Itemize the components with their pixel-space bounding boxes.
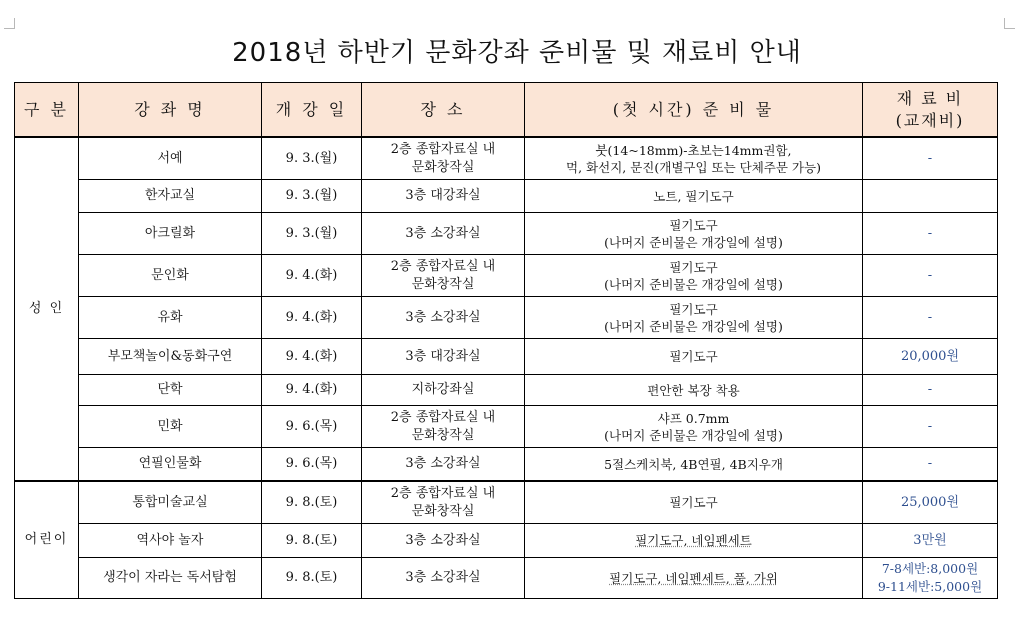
course-name-cell: 생각이 자라는 독서탐험 <box>79 558 262 599</box>
header-fee <box>863 83 998 138</box>
place-line: 2층 종합자료실 내 <box>390 409 496 425</box>
fee-cell <box>863 180 998 213</box>
header-group: 구 분 <box>15 83 79 138</box>
start-date-cell: 9. 8.(토) <box>262 524 362 558</box>
supplies-text: 필기도구, 네임펜세트 <box>635 533 752 548</box>
place-cell <box>362 137 525 180</box>
supplies-cell <box>525 524 863 558</box>
fee-line: 9-11세반:5,000원 <box>877 579 983 594</box>
course-name-cell: 부모책놀이&동화구연 <box>79 339 262 375</box>
table-row <box>15 213 998 255</box>
fee-cell: - <box>863 213 998 255</box>
supplies-cell <box>525 297 863 339</box>
course-name-cell: 통합미술교실 <box>79 481 262 524</box>
supplies-cell <box>525 558 863 599</box>
place-cell <box>362 481 525 524</box>
table-row <box>15 297 998 339</box>
place-cell <box>362 255 525 297</box>
supplies-cell: 필기도구 <box>525 339 863 375</box>
header-fee-line2: (교재비) <box>895 110 965 130</box>
fee-cell: - <box>863 297 998 339</box>
place-line: 2층 종합자료실 내 <box>390 141 496 157</box>
start-date-cell: 9. 3.(월) <box>262 180 362 213</box>
place-line: 문화창작실 <box>411 159 475 175</box>
supplies-cell <box>525 137 863 180</box>
supplies-cell <box>525 255 863 297</box>
start-date-cell: 9. 8.(토) <box>262 558 362 599</box>
place-cell: 3층 소강좌실 <box>362 558 525 599</box>
table-row <box>15 524 998 558</box>
table-row <box>15 339 998 375</box>
supplies-line: 샤프 0.7mm <box>657 410 730 426</box>
place-line: 문화창작실 <box>411 276 475 292</box>
fee-cell: - <box>863 406 998 448</box>
supplies-line: (나머지 준비물은 개강일에 설명) <box>604 427 783 443</box>
start-date-cell: 9. 4.(화) <box>262 255 362 297</box>
place-cell: 3층 소강좌실 <box>362 524 525 558</box>
course-name-cell: 문인화 <box>79 255 262 297</box>
supplies-text: 필기도구, 네임펜세트, 풀, 가위 <box>609 570 778 586</box>
header-start-date: 개 강 일 <box>262 83 362 138</box>
course-name-cell: 한자교실 <box>79 180 262 213</box>
fee-cell <box>863 558 998 599</box>
supplies-line: 붓(14~18mm)-초보는14mm권함, <box>595 142 792 158</box>
place-cell <box>362 406 525 448</box>
fee-line: 7-8세반:8,000원 <box>881 561 979 576</box>
fee-cell: - <box>863 375 998 406</box>
fee-cell: 20,000원 <box>863 339 998 375</box>
supplies-cell: 5절스케치북, 4B연필, 4B지우개 <box>525 448 863 482</box>
supplies-line: 필기도구 <box>669 259 718 275</box>
header-row <box>15 83 998 138</box>
fee-cell: 3만원 <box>863 524 998 558</box>
place-cell: 지하강좌실 <box>362 375 525 406</box>
place-line: 문화창작실 <box>411 503 475 519</box>
supplies-cell: 필기도구 <box>525 481 863 524</box>
course-name-cell: 유화 <box>79 297 262 339</box>
supplies-line: 필기도구 <box>669 217 718 233</box>
place-cell: 3층 소강좌실 <box>362 448 525 482</box>
supplies-line: (나머지 준비물은 개강일에 설명) <box>604 318 783 334</box>
supplies-cell: 편안한 복장 착용 <box>525 375 863 406</box>
start-date-cell: 9. 8.(토) <box>262 481 362 524</box>
course-name-cell: 민화 <box>79 406 262 448</box>
group-cell-adult: 성 인 <box>15 137 79 481</box>
supplies-line: (나머지 준비물은 개강일에 설명) <box>604 234 783 250</box>
table-row <box>15 448 998 482</box>
fee-cell: - <box>863 448 998 482</box>
start-date-cell: 9. 6.(목) <box>262 448 362 482</box>
course-name-cell: 역사야 놀자 <box>79 524 262 558</box>
start-date-cell: 9. 6.(목) <box>262 406 362 448</box>
supplies-line: 먹, 화선지, 문진(개별구입 또는 단체주문 가능) <box>566 159 821 175</box>
supplies-line: (나머지 준비물은 개강일에 설명) <box>604 276 783 292</box>
start-date-cell: 9. 4.(화) <box>262 297 362 339</box>
supplies-cell: 노트, 필기도구 <box>525 180 863 213</box>
table-row <box>15 375 998 406</box>
table-row <box>15 255 998 297</box>
supplies-line: 필기도구 <box>669 301 718 317</box>
start-date-cell: 9. 3.(월) <box>262 137 362 180</box>
table-row <box>15 481 998 524</box>
page-title: 2018년 하반기 문화강좌 준비물 및 재료비 안내 <box>232 38 802 68</box>
place-cell: 3층 소강좌실 <box>362 297 525 339</box>
course-name-cell: 단학 <box>79 375 262 406</box>
fee-cell: 25,000원 <box>863 481 998 524</box>
header-supplies: (첫 시간) 준 비 물 <box>525 83 863 138</box>
start-date-cell: 9. 3.(월) <box>262 213 362 255</box>
fee-cell: - <box>863 255 998 297</box>
place-cell: 3층 소강좌실 <box>362 213 525 255</box>
place-line: 2층 종합자료실 내 <box>390 258 496 274</box>
start-date-cell: 9. 4.(화) <box>262 375 362 406</box>
page-corner-mark-right <box>1004 18 1015 29</box>
fee-cell: - <box>863 137 998 180</box>
course-table <box>14 82 998 599</box>
place-line: 2층 종합자료실 내 <box>390 485 496 501</box>
header-place: 장 소 <box>362 83 525 138</box>
supplies-cell <box>525 213 863 255</box>
course-name-cell: 서예 <box>79 137 262 180</box>
table-row <box>15 180 998 213</box>
table-row <box>15 406 998 448</box>
place-line: 문화창작실 <box>411 427 475 443</box>
place-cell: 3층 대강좌실 <box>362 339 525 375</box>
page-corner-mark-left <box>4 18 15 29</box>
table-row <box>15 137 998 180</box>
start-date-cell: 9. 4.(화) <box>262 339 362 375</box>
table-row <box>15 558 998 599</box>
course-name-cell: 연필인물화 <box>79 448 262 482</box>
group-cell-child: 어린이 <box>15 481 79 599</box>
supplies-cell <box>525 406 863 448</box>
place-cell: 3층 대강좌실 <box>362 180 525 213</box>
course-name-cell: 아크릴화 <box>79 213 262 255</box>
header-fee-line1: 재 료 비 <box>896 88 964 108</box>
header-course-name: 강 좌 명 <box>79 83 262 138</box>
